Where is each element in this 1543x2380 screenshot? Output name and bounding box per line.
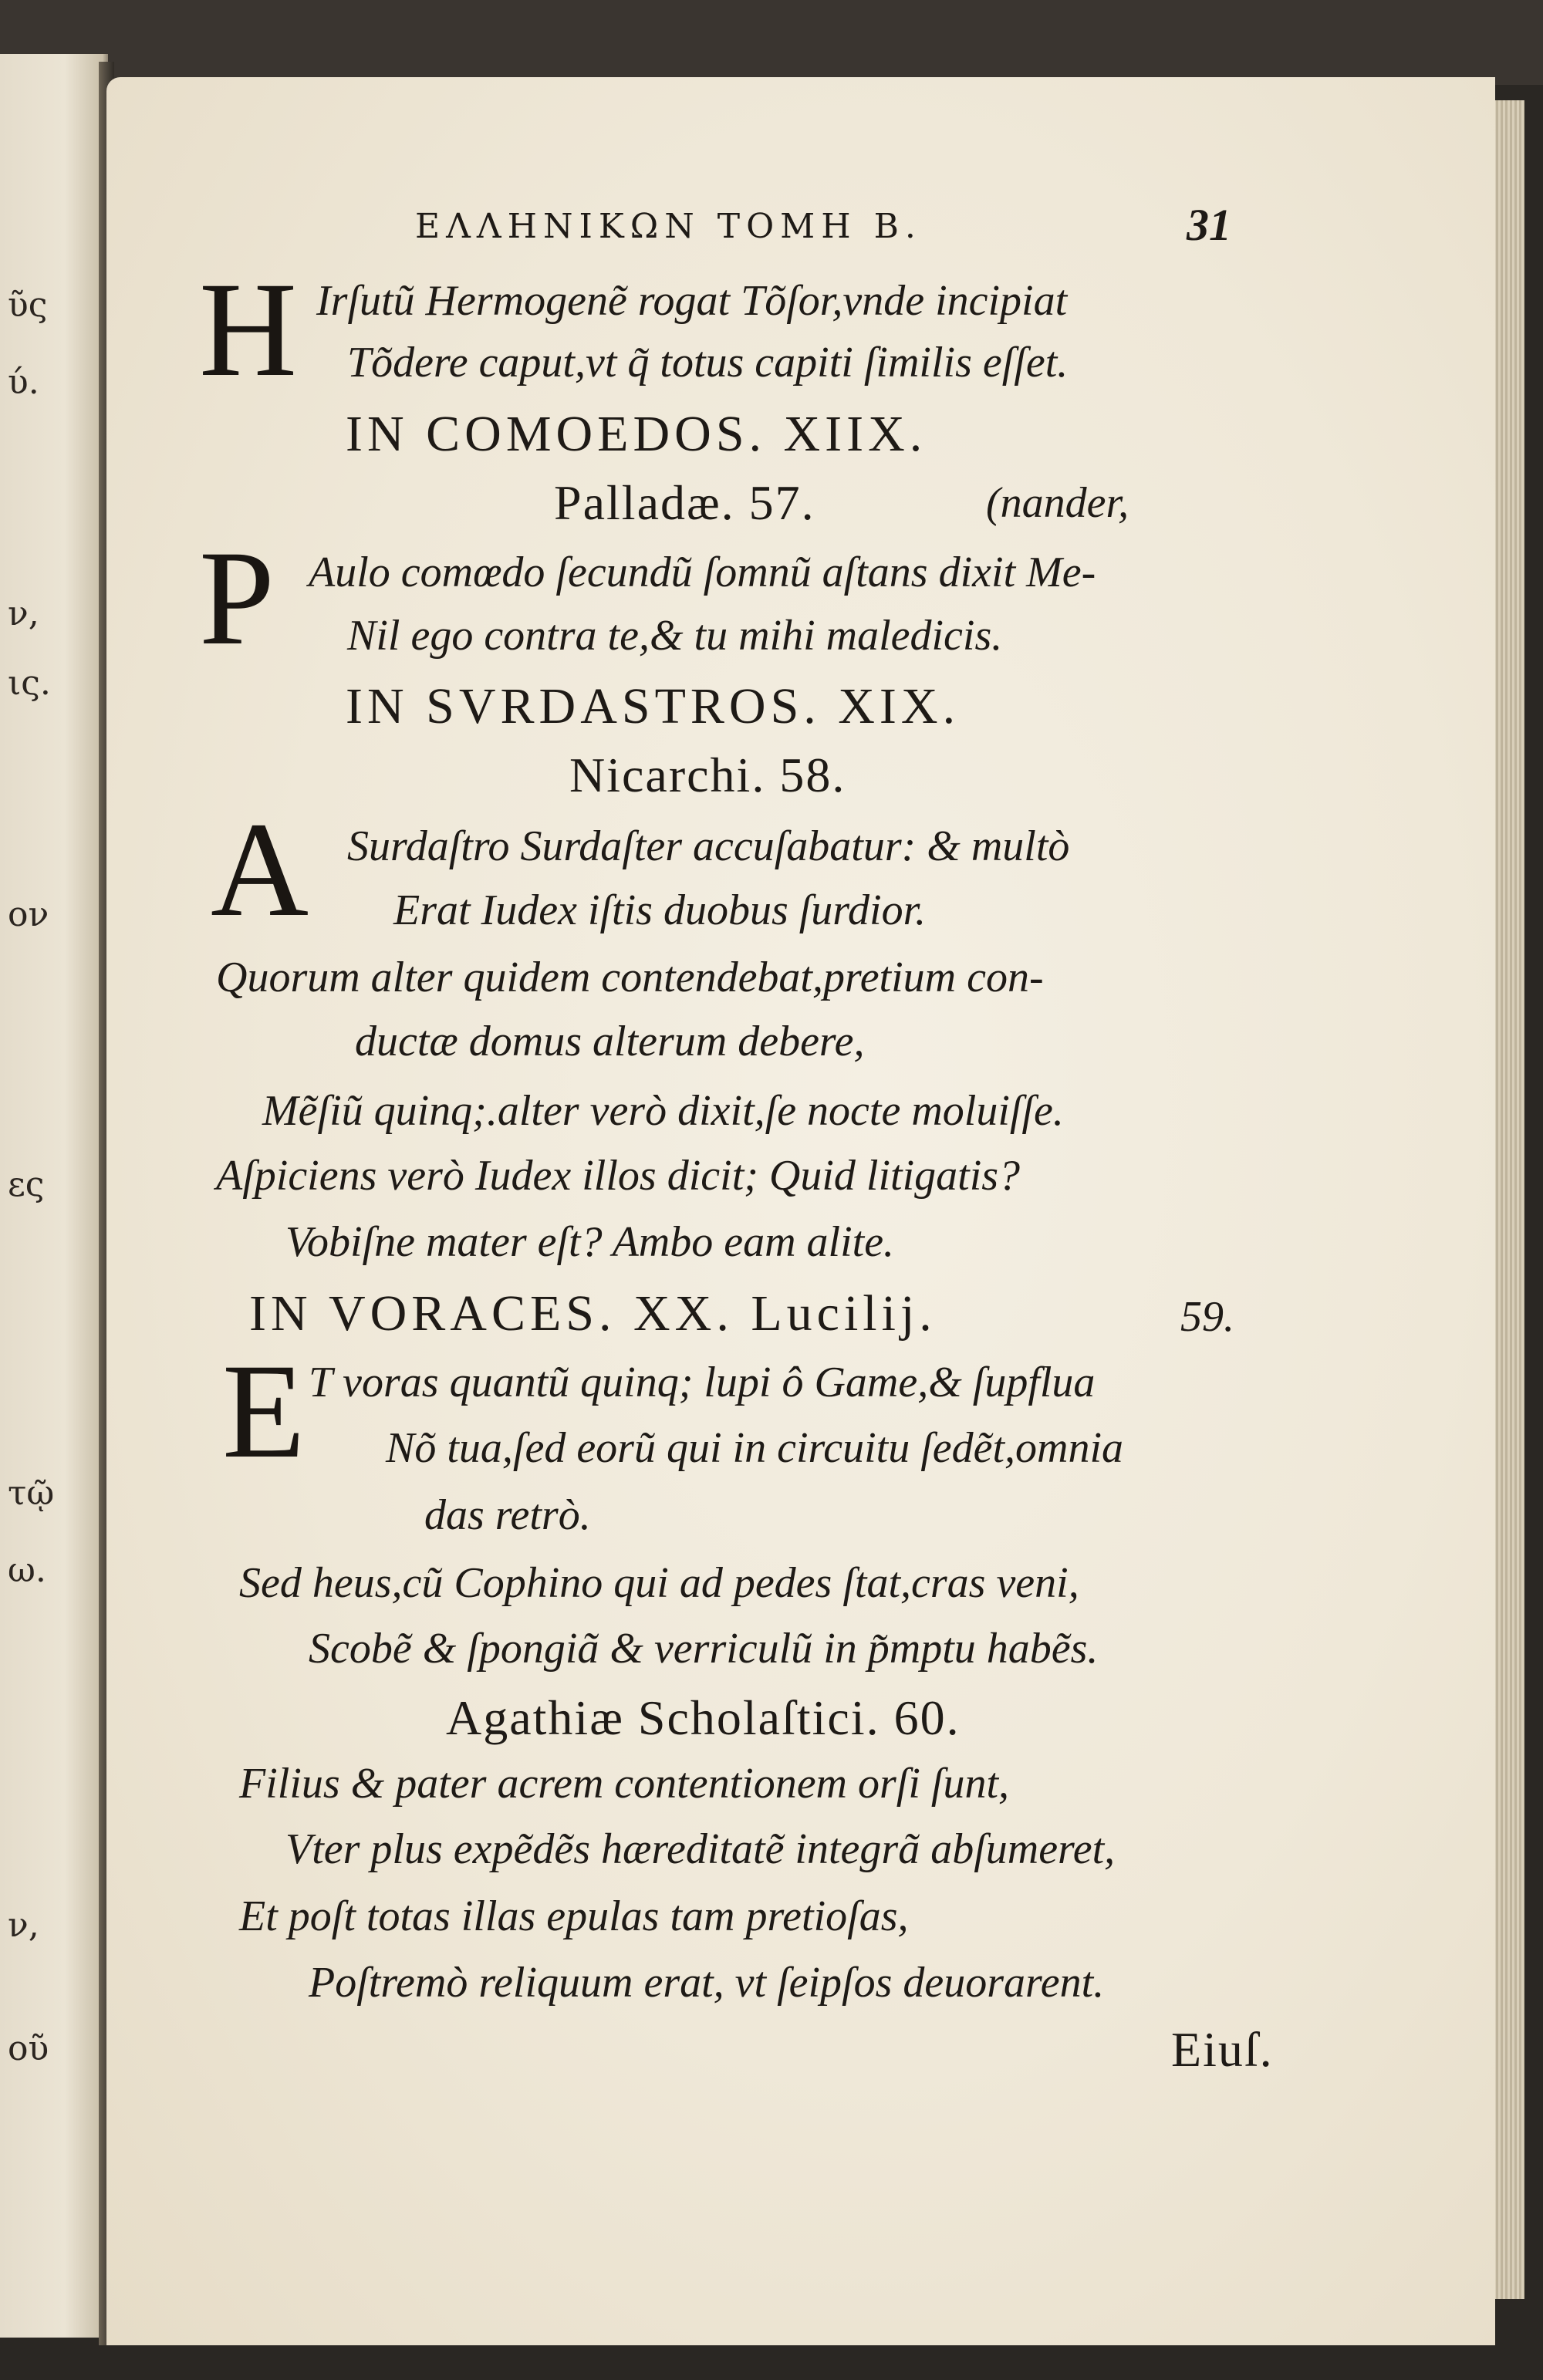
margin-fragment: ῦς bbox=[8, 285, 48, 325]
text-line: Poſtremò reliquum erat, vt ſeipſos deuorarent. bbox=[309, 1959, 1105, 2007]
margin-fragment: ις. bbox=[8, 663, 51, 703]
text-line: Nõ tua,ſed eorũ qui in circuitu ſedẽt,omnia bbox=[386, 1424, 1124, 1472]
text-line: Et poſt totas illas epulas tam pretioſas, bbox=[239, 1892, 909, 1940]
author-line: Palladæ. 57. bbox=[554, 475, 815, 530]
drop-initial-e: E bbox=[222, 1336, 306, 1487]
margin-fragment: ύ. bbox=[8, 363, 39, 402]
text-line: (nander, bbox=[986, 479, 1129, 527]
text-line: ductæ domus alterum debere, bbox=[355, 1018, 865, 1065]
running-head: ΕΛΛΗΝΙΚΩΝ ΤΟΜΗ Β. bbox=[415, 207, 922, 246]
margin-fragment: ον bbox=[8, 895, 49, 934]
scan-background bbox=[0, 0, 1543, 85]
text-line: Scobẽ & ſpongiã & verriculũ in p̃mptu habẽs. bbox=[309, 1625, 1099, 1673]
drop-initial-a: A bbox=[211, 795, 309, 945]
text-line: Surdaſtro Surdaſter accuſabatur: & multò bbox=[347, 822, 1070, 870]
text-line: Mẽſiũ quinq;.alter verò dixit,ſe nocte moluiſſe. bbox=[262, 1087, 1064, 1135]
right-page bbox=[106, 77, 1495, 2345]
section-title: IN COMOEDOS. XIIX. bbox=[346, 406, 927, 462]
text-line: Aſpiciens verò Iudex illos dicit; Quid litigatis? bbox=[216, 1152, 1021, 1200]
author-line: Nicarchi. 58. bbox=[569, 748, 846, 802]
left-page-edge bbox=[0, 54, 108, 2338]
section-title: IN VORACES. XX. Lucilij. bbox=[249, 1285, 937, 1342]
margin-fragment: ν, bbox=[8, 1906, 39, 1945]
catchword: Eiuſ. bbox=[1171, 2022, 1274, 2077]
page-edge bbox=[1494, 100, 1524, 2299]
drop-initial-p: P bbox=[199, 523, 275, 673]
text-line: Filius & pater acrem contentionem orſi ſunt, bbox=[239, 1760, 1010, 1808]
section-title: IN SVRDASTROS. XIX. bbox=[346, 678, 961, 734]
margin-fragment: οῦ bbox=[8, 2029, 49, 2068]
text-line: Sed heus,cũ Cophino qui ad pedes ſtat,cras veni, bbox=[239, 1559, 1079, 1607]
text-line: Vobiſne mater eſt? Ambo eam alite. bbox=[285, 1218, 895, 1266]
text-line: Irſutũ Hermogenẽ rogat Tõſor,vnde incipiat bbox=[316, 277, 1068, 325]
text-line: T voras quantũ quinq; lupi ô Game,& ſupflua bbox=[309, 1359, 1096, 1406]
text-line: Nil ego contra te,& tu mihi maledicis. bbox=[347, 612, 1003, 660]
author-line: Agathiæ Scholaſtici. 60. bbox=[446, 1690, 961, 1745]
margin-fragment: ν, bbox=[8, 594, 39, 633]
margin-fragment: ω. bbox=[8, 1551, 46, 1590]
text-line: Quorum alter quidem contendebat,pretium con- bbox=[216, 954, 1044, 1001]
margin-fragment: τῷ bbox=[8, 1474, 55, 1513]
text-line: das retrò. bbox=[424, 1491, 591, 1539]
page-number: 31 bbox=[1187, 200, 1231, 250]
text-line: Erat Iudex iſtis duobus ſurdior. bbox=[393, 886, 927, 934]
text-line: Aulo comœdo ſecundũ ſomnũ aſtans dixit Me- bbox=[309, 549, 1096, 596]
text-line: 59. bbox=[1180, 1293, 1234, 1341]
drop-initial-h: H bbox=[199, 255, 298, 405]
text-line: Tõdere caput,vt q̃ totus capiti ſimilis eſſet. bbox=[347, 339, 1069, 387]
margin-fragment: ες bbox=[8, 1165, 45, 1204]
text-line: Vter plus expẽdẽs hæreditatẽ integrã abſumeret, bbox=[285, 1825, 1116, 1873]
